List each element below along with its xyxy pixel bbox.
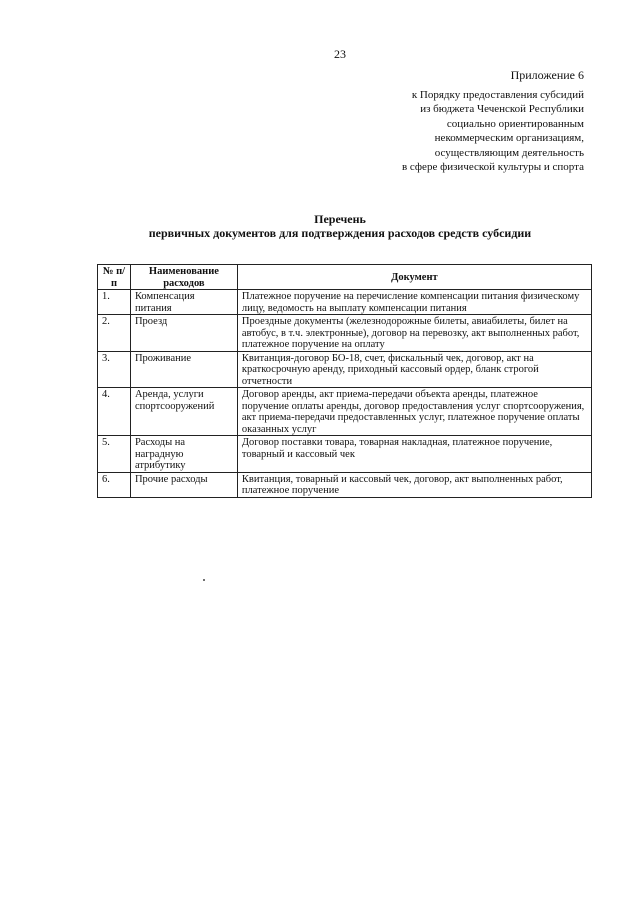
row-num: 1.: [98, 290, 131, 315]
row-name: Компенсация питания: [130, 290, 237, 315]
appendix-subtitle-line: социально ориентированным: [446, 117, 584, 130]
page-number: 23: [334, 47, 346, 61]
table-header-row: [98, 265, 592, 290]
row-document: Договор аренды, акт приема-передачи объекта аренды, платежное поручение оплаты аренды, договор предоставления услуг спортсооружения, акт приема-передачи предоставленных услуг, платежное поручение оплаты оказанных услуг: [237, 388, 591, 436]
document-title: [0, 212, 640, 240]
table-row: [98, 351, 592, 388]
row-document: Квитанция-договор БО-18, счет, фискальный чек, договор, акт на краткосрочную аренду, приходный кассовый ордер, бланк строгой отчетности: [237, 351, 591, 388]
row-name: Аренда, услуги спортсооружений: [130, 388, 237, 436]
table-row: [98, 388, 592, 436]
table-row: [98, 436, 592, 473]
row-name: Проезд: [130, 315, 237, 352]
table-row: [98, 315, 592, 352]
appendix-title: Приложение 6: [510, 68, 584, 82]
row-name: Расходы на наградную атрибутику: [130, 436, 237, 473]
appendix-subtitle-line: из бюджета Чеченской Республики: [420, 103, 584, 116]
row-name: Прочие расходы: [130, 472, 237, 497]
appendix-subtitle-line: некоммерческим организациям,: [434, 132, 584, 145]
row-num: 4.: [98, 388, 131, 436]
header-num: № п/п: [98, 265, 131, 290]
expense-documents-table: [97, 264, 592, 498]
appendix-subtitle: [402, 88, 584, 174]
document-title-line2: первичных документов для подтверждения расходов средств субсидии: [148, 226, 532, 240]
row-document: Договор поставки товара, товарная накладная, платежное поручение, товарный и кассовый чек: [237, 436, 591, 473]
row-document: Проездные документы (железнодорожные билеты, авиабилеты, билет на автобус, в т.ч. электронные), договор на перевозку, акт выполненных работ, платежное поручение на оплату: [237, 315, 591, 352]
row-num: 3.: [98, 351, 131, 388]
header-document: Документ: [237, 265, 591, 290]
header-name: Наименование расходов: [130, 265, 237, 290]
table-row: [98, 290, 592, 315]
table-row: [98, 472, 592, 497]
row-num: 6.: [98, 472, 131, 497]
scan-dot: [203, 579, 205, 581]
row-document: Квитанция, товарный и кассовый чек, договор, акт выполненных работ, платежное поручение: [237, 472, 591, 497]
appendix-subtitle-line: в сфере физической культуры и спорта: [401, 161, 584, 174]
appendix-subtitle-line: осуществляющим деятельность: [434, 146, 584, 159]
row-document: Платежное поручение на перечисление компенсации питания физическому лицу, ведомость на выплату компенсации питания: [237, 290, 591, 315]
appendix-subtitle-line: к Порядку предоставления субсидий: [411, 89, 584, 101]
row-name: Проживание: [130, 351, 237, 388]
document-title-line1: Перечень: [314, 212, 366, 226]
row-num: 2.: [98, 315, 131, 352]
row-num: 5.: [98, 436, 131, 473]
